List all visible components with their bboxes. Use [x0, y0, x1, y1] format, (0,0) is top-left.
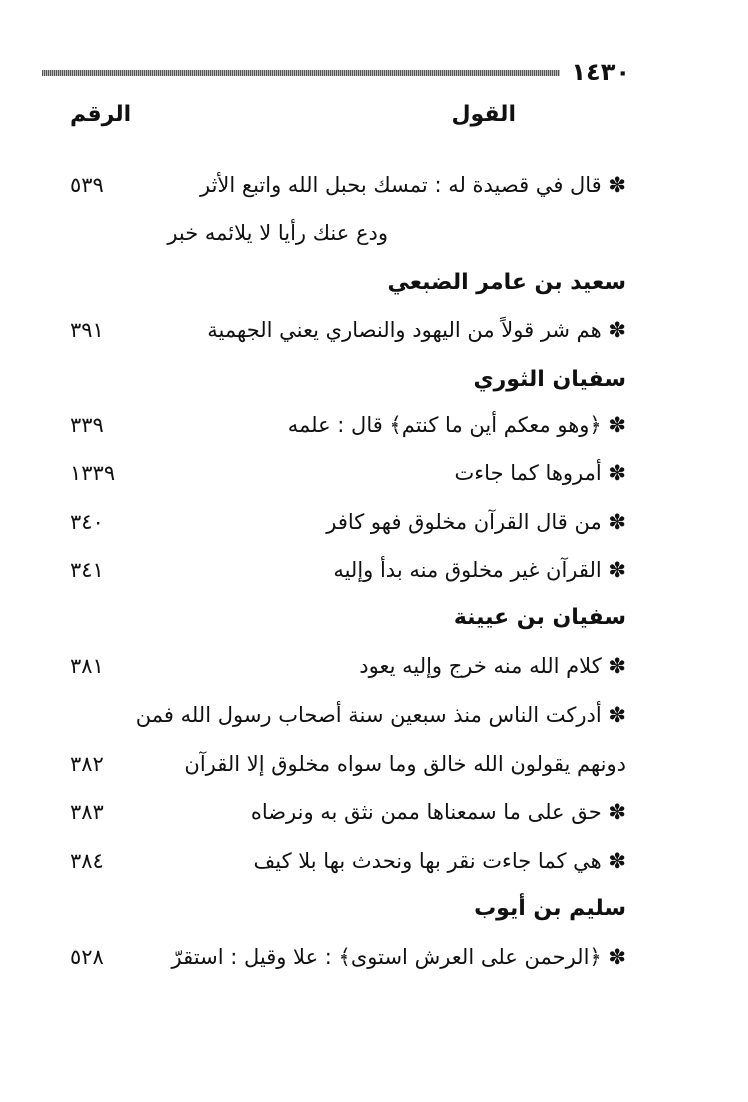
entry-text: ✽ قال في قصيدة له : تمسك بحبل الله واتبع الأثر — [199, 173, 626, 197]
entry-text: ✽ أمروها كما جاءت — [454, 461, 626, 485]
entry-number: ١٣٣٩ — [70, 461, 116, 485]
entry-number: ٣٨٢ — [70, 752, 104, 776]
section-heading: سفيان بن عيينة — [453, 605, 626, 630]
column-header-statement: القول — [451, 102, 516, 127]
entry-number: ٥٢٨ — [70, 945, 104, 969]
entry-text: ✽ كلام الله منه خرج وإليه يعود — [359, 654, 626, 678]
entry-text: ✽ من قال القرآن مخلوق فهو كافر — [326, 510, 626, 534]
entry-text: ✽ هم شر قولاً من اليهود والنصاري يعني الجهمية — [207, 318, 626, 342]
entry-number: ٣٨١ — [70, 654, 104, 678]
entry-text: ✽ هي كما جاءت نقر بها ونحدث بها بلا كيف — [253, 849, 626, 873]
page-number: ١٤٣٠ — [571, 58, 630, 86]
entry-number: ٣٤١ — [70, 558, 104, 582]
entry-text: ✽ حق على ما سمعناها ممن نثق به ونرضاه — [250, 800, 626, 824]
entry-text: ✽ ﴿الرحمن على العرش استوى﴾ : علا وقيل : استقرّ — [171, 945, 626, 969]
entry-number: ٣٩١ — [70, 318, 104, 342]
entry-number: ٣٤٠ — [70, 510, 104, 534]
entry-text: ✽ القرآن غير مخلوق منه بدأ وإليه — [333, 558, 626, 582]
entry-number: ٣٣٩ — [70, 413, 104, 437]
header-rule — [42, 70, 560, 76]
entry-continuation: دونهم يقولون الله خالق وما سواه مخلوق إلا القرآن — [184, 752, 626, 776]
entry-text: ✽ أدركت الناس منذ سبعين سنة أصحاب رسول الله فمن — [135, 703, 626, 727]
entry-number: ٥٣٩ — [70, 173, 104, 197]
section-heading: سفيان الثوري — [473, 367, 626, 392]
entry-number: ٣٨٣ — [70, 800, 104, 824]
section-heading: سليم بن أيوب — [474, 896, 626, 921]
section-heading: سعيد بن عامر الضبعي — [387, 270, 626, 295]
column-header-number: الرقم — [70, 102, 132, 127]
entry-continuation: ودع عنك رأيا لا يلائمه خبر — [167, 221, 388, 245]
entry-number: ٣٨٤ — [70, 849, 104, 873]
entry-text: ✽ ﴿وهو معكم أين ما كنتم﴾ قال : علمه — [287, 413, 626, 437]
